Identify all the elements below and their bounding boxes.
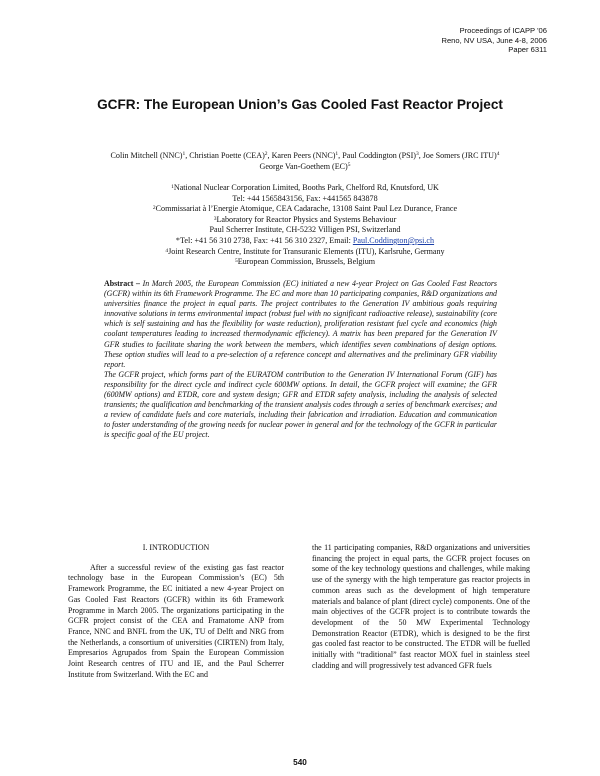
intro-paragraph-1: After a successful review of the existing gas fast reactor technology base in the European Commission’s (EC) 5th Framework Programme, the EC initiated a new 4-year Project on Gas Cooled Fast Reactors (GCFR) within its 6th Framework Programme in March 2005. The organizations participating in the GCFR project consist of the CEA and Framatome ANP from France, NNC and BNFL from the UK, TU of Delft and NRG from the Netherlands, a consortium of universities (CIRTEN) from Italy, Empresarios Agrupados from Spain the European Commission Joint Research centres of ITU and IE, and the Paul Scherrer Institute from Switzerland. With the EC and bbox=[68, 562, 284, 679]
abstract-paragraph-2: The GCFR project, which forms part of the EURATOM contribution to the Generation IV International Forum (GIF) has responsibility for the direct cycle and indirect cycle 600MW options. In detail, the GCFR project will examine; the GFR (600MW options) and ETDR, core and system design; GFR and ETDR safety analysis, including the analysis of selected transients; the qualification and benchmarking of the transient analysis codes through a series of benchmark exercises; and a review of candidate fuels and core materials, including their fabrication and irradiation. Education and communication to foster understanding of the growing needs for nuclear power in general and for the technology of the GCFR in particular is specific goal of the EU project. bbox=[104, 369, 497, 440]
right-column bbox=[312, 543, 530, 671]
author-somers: , Joe Somers (JRC ITU) bbox=[418, 151, 497, 160]
conference-location: Reno, NV USA, June 4-8, 2006 bbox=[441, 35, 547, 45]
affiliation-psi-lab: $^3$Laboratory for Reactor Physics and Systems Behaviour bbox=[213, 214, 397, 224]
author-line-2: George Van-Goethem (EC)$^5$ bbox=[259, 162, 351, 171]
author-list bbox=[60, 150, 550, 172]
email-link[interactable]: Paul.Coddington@psi.ch bbox=[352, 235, 435, 245]
left-column bbox=[68, 543, 284, 680]
affiliation-psi-address: Paul Scherrer Institute, CH-5232 Villigen PSI, Switzerland bbox=[209, 225, 401, 235]
paper-number: Paper 6311 bbox=[508, 45, 547, 55]
proceedings-header bbox=[441, 26, 547, 55]
affiliation-psi-contact: *Tel: +41 56 310 2738, Fax: +41 56 310 2327, Email: Paul.Coddington@psi.ch bbox=[175, 235, 435, 245]
affiliation-jrc: $^4$Joint Research Centre, Institute for Transuranic Elements (ITU), Karlsruhe, Germany bbox=[165, 246, 445, 256]
author-peers: , Karen Peers (NNC) bbox=[267, 151, 336, 160]
abstract bbox=[104, 279, 497, 441]
abstract-paragraph-1: Abstract – In March 2005, the European Commission (EC) initiated a new 4-year Project on Gas Cooled Fast Reactors (GCFR) within its 6th Framework Programme. The EC and more than 10 participating companies, R&D organizations and universities finance the project in equal parts. The project contributes to the Generation IV ambitious goals requiring innovative solutions in terms environmental impact (robust fuel with no significant radioactive release), sustainability (core which is self sustaining and has the flexibility for waste reduction), proliferation resistant fuel cycle and economics (high coolant temperatures leading to increased thermodynamic efficiency). A matrix has been prepared for the Generation IV GFR studies to facilitate sharing the work between the members, which identifies seven combinations of design options. These option studies will lead to a pre-selection of a reference concept and alternatives and the preliminary GFR viability report. bbox=[104, 279, 497, 369]
author-poette: , Christian Poette (CEA) bbox=[185, 151, 265, 160]
affiliation-nnc: $^1$National Nuclear Corporation Limited, Booths Park, Chelford Rd, Knutsford, UK bbox=[171, 183, 439, 192]
paper-title: GCFR: The European Union’s Gas Cooled Fast Reactor Project bbox=[97, 97, 503, 112]
author-coddington: , Paul Coddington (PSI) bbox=[338, 151, 416, 160]
page-number: 540 bbox=[293, 758, 307, 767]
section-heading-introduction: I. INTRODUCTION bbox=[142, 543, 210, 552]
author-line-1: Colin Mitchell (NNC)$^1$, Christian Poette (CEA)$^2$, Karen Peers (NNC)$^1$, Paul Coddington (PSI)$^3$, Joe Somers (JRC ITU)$^4$ bbox=[110, 151, 500, 160]
affiliation-cea: $^2$Commissariat à l’Energie Atomique, CEA Cadarache, 13108 Saint Paul Lez Durance, France bbox=[152, 204, 458, 214]
author-mitchell: Colin Mitchell (NNC) bbox=[110, 151, 183, 160]
affiliation-ec: $^5$European Commission, Brussels, Belgium bbox=[234, 257, 376, 267]
author-van-goethem: George Van-Goethem (EC) bbox=[259, 162, 348, 171]
affiliation-nnc-contact: Tel: +44 1565843156, Fax: +441565 843878 bbox=[232, 193, 378, 203]
proceedings-title: Proceedings of ICAPP '06 bbox=[459, 26, 547, 35]
intro-paragraph-2: the 11 participating companies, R&D organizations and universities financing the project in equal parts, the GCFR project focuses on some of the key technology questions and challenges, while making use of the synergy with the high temperature gas reactor projects in common areas such as the development of high temperature materials and balance of plant (direct cycle) components. One of the main objectives of the GCFR project is to contribute towards the development of the 50 MW Experimental Technology Demonstration Reactor (ETDR), which is designed to be the first gas cooled fast reactor to be constructed. The ETDR will be fuelled initially with “traditional” fast reactor MOX fuel in stainless steel cladding and will progressively test advanced GFR fuels bbox=[312, 543, 530, 670]
affiliations bbox=[60, 183, 550, 268]
abstract-label: Abstract – bbox=[104, 279, 140, 288]
